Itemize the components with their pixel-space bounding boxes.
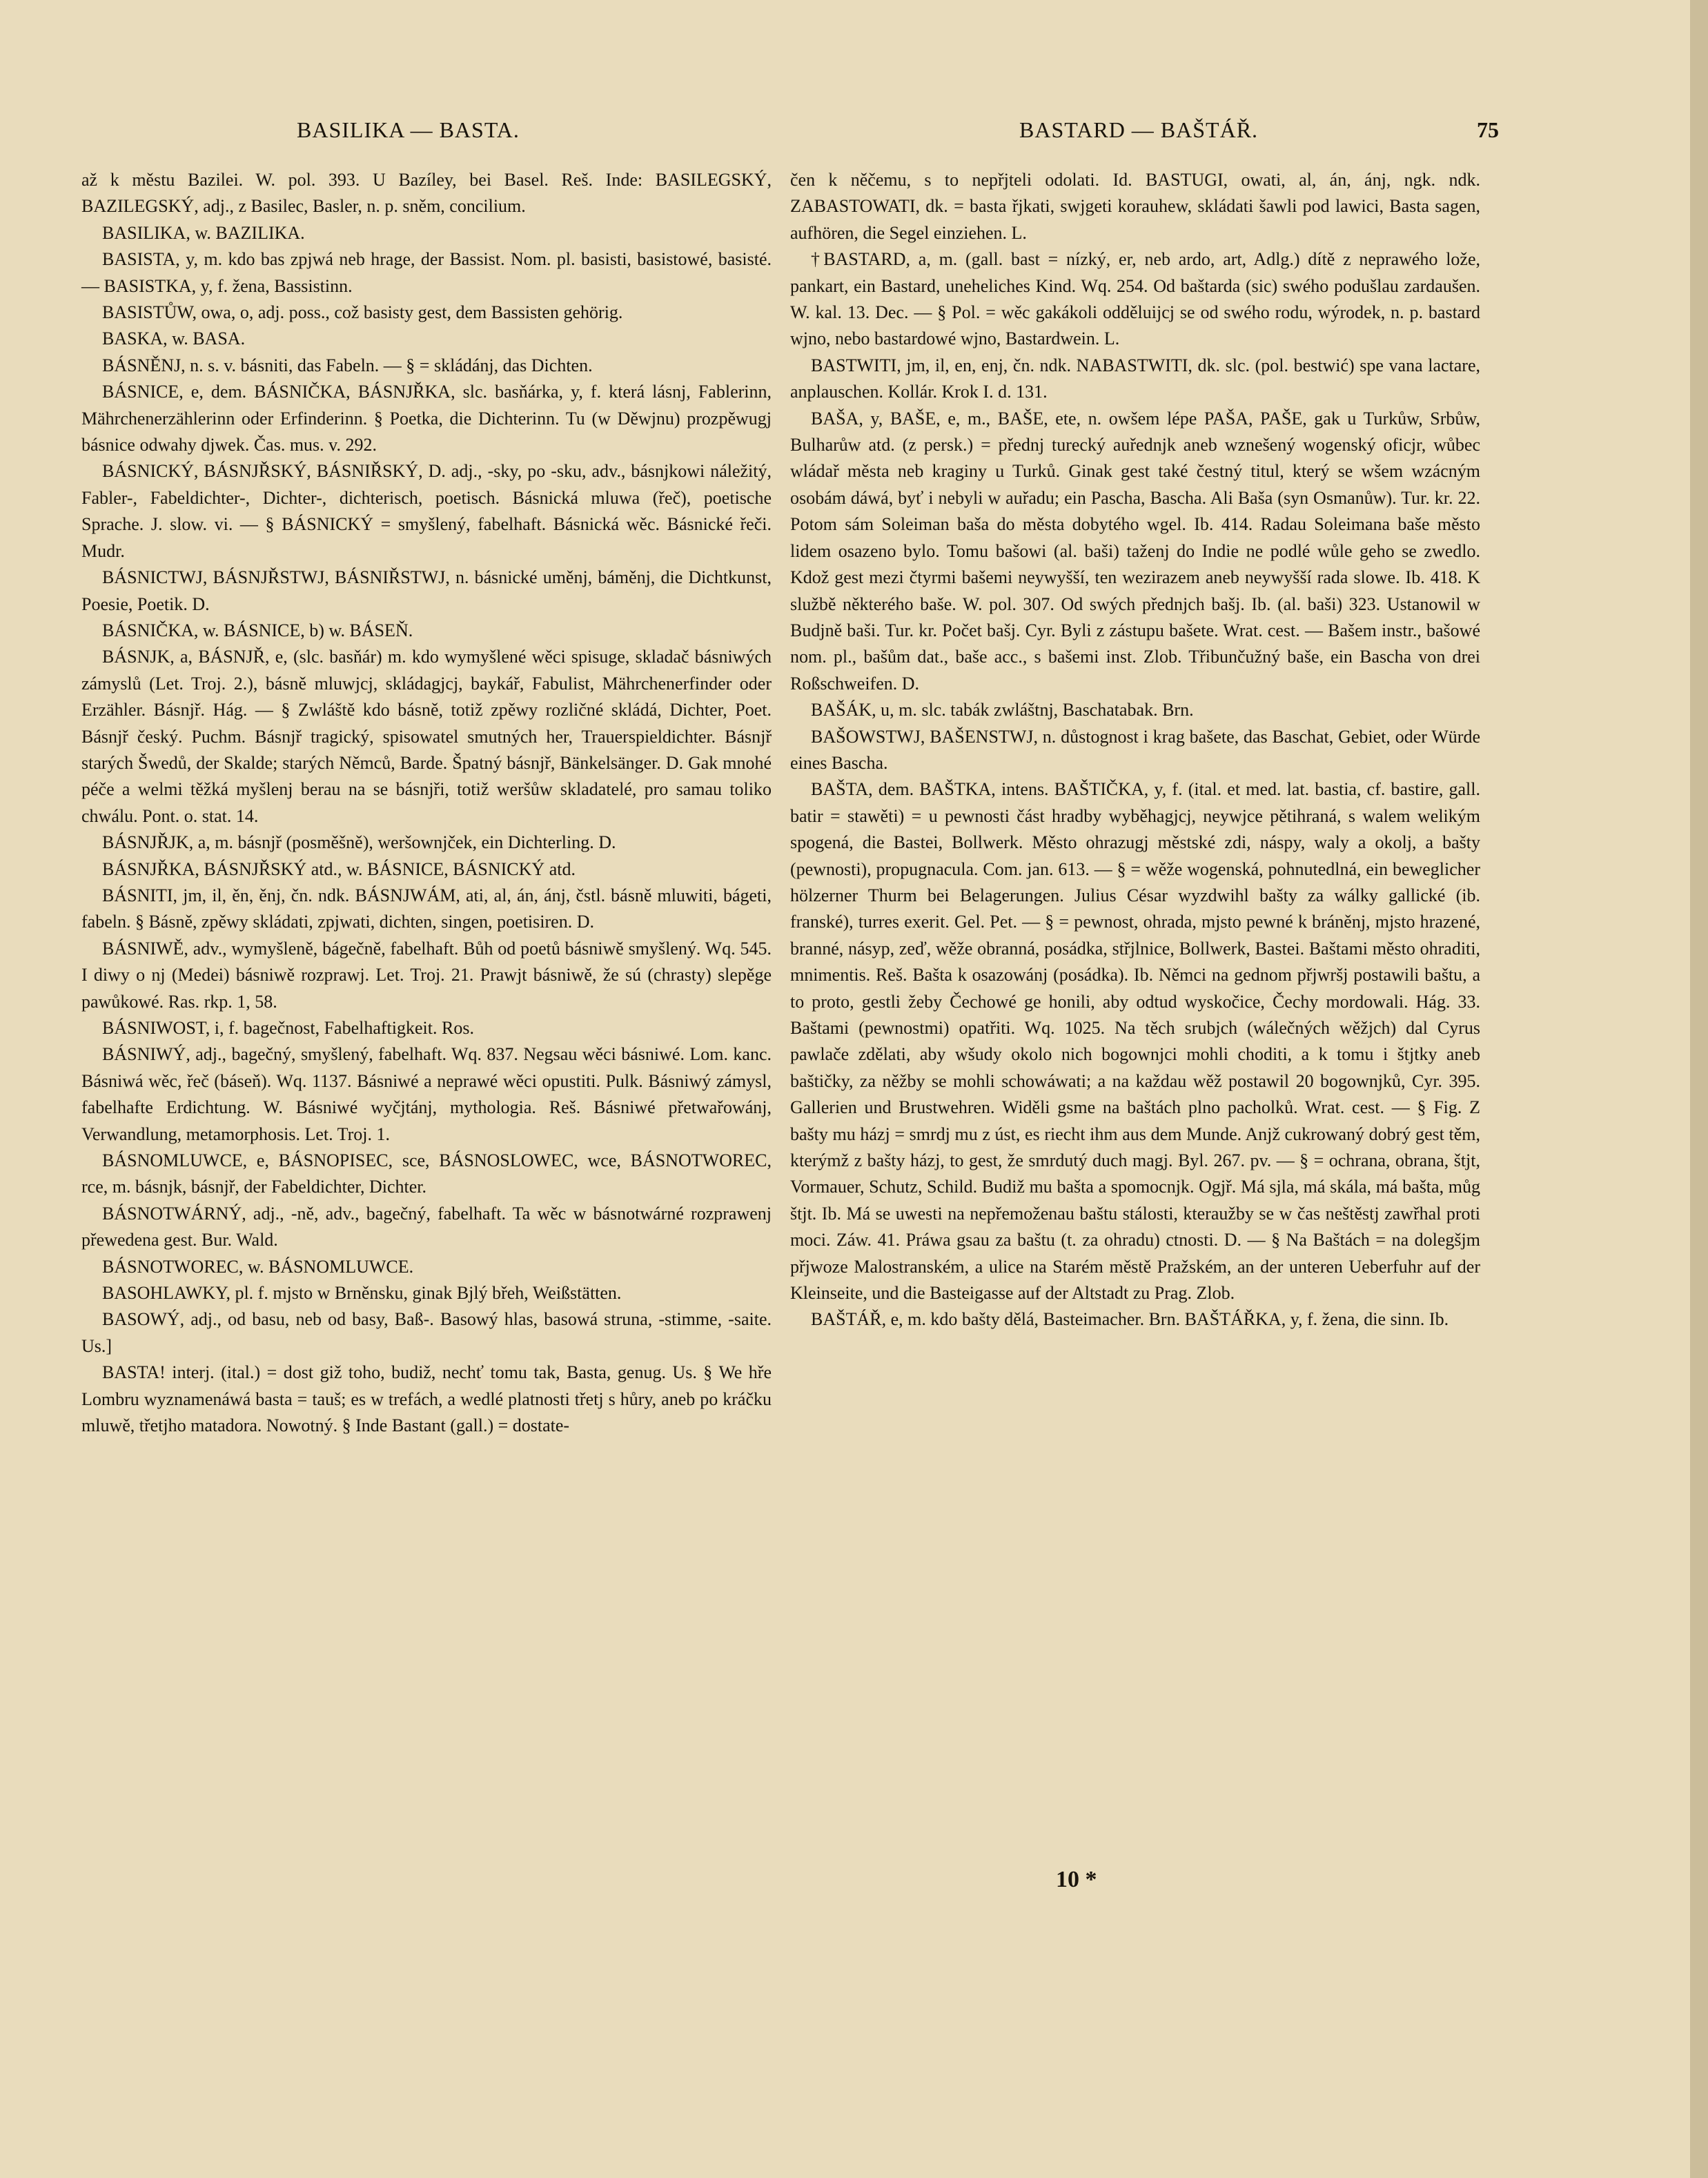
dictionary-entry: BÁSNIWOST, i, f. bagečnost, Fabelhaftigkeit. Ros.	[102, 1018, 474, 1038]
dictionary-entry: BAŠÁK, u, m. slc. tabák zwláštnj, Baschatabak. Brn.	[811, 700, 1194, 720]
dictionary-entry: BÁSNJK, a, BÁSNJŘ, e, (slc. basňár) m. kdo wymyšlené wěci spisuge, skladač básniwých zámyslů (Let. Troj. 2.), básně mluwjcj, skládagjcj, baykář, Fabulist, Mährchenerfinder oder Erzähler. Básnjř. Hág. — § Zwláště kdo básně, totiž zpěwy rozličné skládá, Dichter, Poet. Básnjř český. Puchm. Básnjř tragický, spisowatel smutných her, Trauerspieldichter. Básnjř starých Šwedů, der Skalde; starých Němců, Barde. Špatný básnjř, Bänkelsänger. D. Gak mnohé péče a welmi těžká myšlenj berau na se básnjři, totiž weršůw skladatelé, pro samau toliko chwálu. Pont. o. stat. 14.	[81, 647, 772, 826]
signature-mark: 10 *	[1056, 1867, 1097, 1892]
dictionary-entry: BAŠTA, dem. BAŠTKA, intens. BAŠTIČKA, y, f. (ital. et med. lat. bastia, cf. bastire, gall. batir = stawěti) = u pewnosti část hradby wyběhagjcj, neywjce pětihraná, s walem welikým spogená, die Bastei, Bollwerk. Město ohrazugj městské zdi, náspy, waly a okolj, a bašty (pewnosti), propugnacula. Com. jan. 613. — § = wěže wogenská, pohnutedlná, ein beweglicher hölzerner Thurm bei Belagerungen. Julius César wyzdwihl bašty za wálky gallické (ib. franské), turres exerit. Gel. Pet. — § = pewnost, ohrada, mjsto pewné k bráněnj, mjsto hrazené, branné, násyp, zeď, wěže obranná, posádka, střjlnice, Bollwerk, Bastei. Baštami město ohraditi, mnimentis. Reš. Bašta k osazowánj (posádka). Ib. Němci na gednom přjwršj postawili baštu, a to proto, gestli žeby Čechowé ge honili, aby odtud wyskočice, Čechy mordowali. Hág. 33. Baštami (pewnostmi) opatřiti. Wq. 1025. Na těch srubjch (wálečných wěžjch) dal Cyrus pawlače zdělati, aby wšudy okolo nich bogownjci mohli choditi, a k tomu i štjtky aneb baštičky, za něžby se mohli schowáwati; a na každau wěž postawil 20 bogownjků, Cyr. 395. Gallerien und Brustwehren. Widěli gsme na baštách plno pacholků. Wrat. cest. — § Fig. Z bašty mu házj = smrdj mu z úst, es riecht ihm aus dem Munde. Anjž cukrowaný dobrý gest těm, kterýmž z bašty házj, to gest, že smrdutý duch magj. Byl. 267. pv. — § = ochrana, obrana, štjt, Vormauer, Schutz, Schild. Budiž mu bašta a spomocnjk. Ogjř. Má sjla, má skála, má bašta, můg štjt. Ib. Má se uwesti na nepřemoženau baštu stálosti, kteraužby se w čas neštěstj zawřhal proti moci. Záw. 41. Práwa gsau za baštu (t. za ohradu) ctnosti. D. — § Na Baštách = na dolegšjm přjwoze Malostranském, a ulice na Starém městě Pražském, an der unteren Ueberfuhr auf der Kleinseite, und die Basteigasse auf der Altstadt zu Prag. Zlob.	[790, 779, 1480, 1304]
dictionary-entry: BASKA, w. BASA.	[102, 328, 246, 349]
dictionary-entry: BÁSNOTWÁRNÝ, adj., -ně, adv., bagečný, fabelhaft. Ta wěc w básnotwárné rozprawenj přewedena gest. Bur. Wald.	[81, 1203, 772, 1250]
dictionary-entry: †BASTARD, a, m. (gall. bast = nízký, er, neb ardo, art, Adlg.) dítě z neprawého lože, pankart, ein Bastard, uneheliches Kind. Wq. 254. Od baštarda (sic) swého podušlau zardaušen. W. kal. 13. Dec. — § Pol. = wěc gakákoli odděluijcj se od swého rodu, wýrodek, n. p. bastard wjno, nebo bastardowé wjno, Bastardwein. L.	[790, 249, 1480, 349]
dictionary-entry: BÁSNJŘJK, a, m. básnjř (posměšně), weršownjček, ein Dichterling. D.	[102, 832, 616, 853]
dictionary-entry: BASISTA, y, m. kdo bas zpjwá neb hrage, der Bassist. Nom. pl. basisti, basistowé, basisté. — BASISTKA, y, f. žena, Bassistinn.	[81, 249, 772, 296]
dictionary-entry: BAŠA, y, BAŠE, e, m., BAŠE, ete, n. owšem lépe PAŠA, PAŠE, gak u Turkůw, Srbůw, Bulharůw atd. (z persk.) = přednj turecký auřednjk aneb wznešený wogenský oficjr, wůbec wládař města neb kraginy u Turků. Ginak gest také čestný titul, který se wšem wzácným osobám dáwá, byť i nebyli w auřadu; ein Pascha, Bascha. Ali Baša (syn Osmanůw). Tur. kr. 22. Potom sám Soleiman baša do města dobytého wgel. Ib. 414. Radau Soleimana baše město lidem osazeno bylo. Tomu bašowi (al. baši) taženj do Indie ne podlé wůle geho se zwedlo. Kdož gest mezi čtyrmi bašemi neywyšší, ten wezirazem aneb neywyšší rada slowe. Ib. 418. K službě některého baše. W. pol. 307. Od swých přednjch bašj. Ib. (al. baši) 323. Ustanowil w Budjně baši. Tur. kr. Počet bašj. Cyr. Byli z zástupu bašete. Wrat. cest. — Bašem instr., bašowé nom. pl., bašům dat., baše acc., s bašemi inst. Zlob. Třibunčužný baše, ein Bascha von drei Roßschweifen. D.	[790, 408, 1480, 694]
dictionary-entry: BASISTŮW, owa, o, adj. poss., což basisty gest, dem Bassisten gehörig.	[102, 302, 623, 323]
dictionary-entry: BÁSNĚNJ, n. s. v. básniti, das Fabeln. — § = skládánj, das Dichten.	[102, 355, 593, 375]
dictionary-entry: BÁSNOMLUWCE, e, BÁSNOPISEC, sce, BÁSNOSLOWEC, wce, BÁSNOTWOREC, rce, m. básnjk, básnjř, der Fabeldichter, Dichter.	[81, 1150, 772, 1197]
dictionary-entry: BÁSNICKÝ, BÁSNJŘSKÝ, BÁSNIŘSKÝ, D. adj., -sky, po -sku, adv., básnjkowi náležitý, Fabler-, Fabeldichter-, Dichter-, dichterisch, poetisch. Básnická mluwa (řeč), poetische Sprache. J. slow. vi. — § BÁSNICKÝ = smyšlený, fabelhaft. Básnická wěc. Básnické řeči. Mudr.	[81, 461, 772, 561]
page-number: 75	[1477, 117, 1499, 142]
running-head-right: BASTARD — BAŠTÁŘ.	[1019, 117, 1259, 142]
dictionary-entry: BASTA! interj. (ital.) = dost giž toho, budiž, nechť tomu tak, Basta, genug. Us. § We hře Lombru wyznamenáwá basta = tauš; es w trefách, a wedlé platnosti třetj s hůry, aneb po kráčku mluwě, třetjho matadora. Nowotný. § Inde Bastant (gall.) = dostate-	[81, 1362, 772, 1436]
dictionary-entry: BÁSNICTWJ, BÁSNJŘSTWJ, BÁSNIŘSTWJ, n. básnické uměnj, báměnj, die Dichtkunst, Poesie, Poetik. D.	[81, 567, 772, 614]
dictionary-entry: čen k něčemu, s to nepřjteli odolati. Id. BASTUGI, owati, al, án, ánj, ngk. ndk. ZABASTOWATI, dk. = basta řjkati, swjgeti korauhew, skládati šawli pod lawici, Basta sagen, aufhören, die Segel einziehen. L.	[790, 170, 1480, 243]
left-column	[81, 167, 772, 1440]
dictionary-entry: BASOHLAWKY, pl. f. mjsto w Brněnsku, ginak Bjlý břeh, Weißstätten.	[102, 1283, 622, 1304]
dictionary-entry: BÁSNOTWOREC, w. BÁSNOMLUWCE.	[102, 1256, 414, 1277]
dictionary-entry: BÁSNIWÝ, adj., bagečný, smyšlený, fabelhaft. Wq. 837. Negsau wěci básniwé. Lom. kanc. Básniwá wěc, řeč (báseň). Wq. 1137. Básniwé a neprawé wěci opustiti. Pulk. Básniwý zámysl, fabelhafte Erdichtung. W. Básniwé wyčjtánj, mythologia. Reš. Básniwé přetwařowánj, Verwandlung, metamorphosis. Let. Troj. 1.	[81, 1044, 772, 1144]
dictionary-entry: BASILIKA, w. BAZILIKA.	[102, 222, 305, 243]
dictionary-entry: BÁSNIWĚ, adv., wymyšleně, bágečně, fabelhaft. Bůh od poetů básniwě smyšlený. Wq. 545. I diwy o nj (Medei) básniwě rozprawj. Let. Troj. 21. Prawjt básniwě, že sú (chrasty) slepěge pawůkowé. Ras. rkp. 1, 58.	[81, 938, 772, 1012]
dictionary-entry: BAŠTÁŘ, e, m. kdo bašty dělá, Basteimacher. Brn. BAŠTÁŘKA, y, f. žena, die sinn. Ib.	[811, 1309, 1449, 1330]
running-head-left: BASILIKA — BASTA.	[297, 117, 520, 142]
dictionary-entry: BÁSNIČKA, w. BÁSNICE, b) w. BÁSEŇ.	[102, 620, 413, 640]
dictionary-entry: až k městu Bazilei. W. pol. 393. U Bazíley, bei Basel. Reš. Inde: BASILEGSKÝ, BAZILEGSKÝ, adj., z Basilec, Basler, n. p. sněm, concilium.	[81, 170, 772, 217]
dictionary-entry: BASOWÝ, adj., od basu, neb od basy, Baß-. Basowý hlas, basowá struna, -stimme, -saite. Us.]	[81, 1309, 772, 1356]
dictionary-entry: BÁSNITI, jm, il, ěn, ěnj, čn. ndk. BÁSNJWÁM, ati, al, án, ánj, čstl. básně mluwiti, bágeti, fabeln. § Básně, zpěwy skládati, zpjwati, dichten, singen, poetisiren. D.	[81, 885, 772, 932]
dictionary-entry: BASTWITI, jm, il, en, enj, čn. ndk. NABASTWITI, dk. slc. (pol. bestwić) spe vana lactare, anplauschen. Kollár. Krok I. d. 131.	[790, 355, 1480, 402]
dictionary-entry: BAŠOWSTWJ, BAŠENSTWJ, n. důstognost i krag bašete, das Baschat, Gebiet, oder Würde eines Bascha.	[790, 726, 1480, 773]
dictionary-entry: BÁSNICE, e, dem. BÁSNIČKA, BÁSNJŘKA, slc. basňárka, y, f. která lásnj, Fablerinn, Mährchenerzählerinn oder Erfinderinn. § Poetka, die Dichterinn. Tu (w Děwjnu) prozpěwugj básnice odwahy djwek. Čas. mus. v. 292.	[81, 382, 772, 455]
dictionary-entry: BÁSNJŘKA, BÁSNJŘSKÝ atd., w. BÁSNICE, BÁSNICKÝ atd.	[102, 859, 576, 879]
scan-edge	[1690, 0, 1708, 2178]
right-column	[790, 167, 1480, 1333]
